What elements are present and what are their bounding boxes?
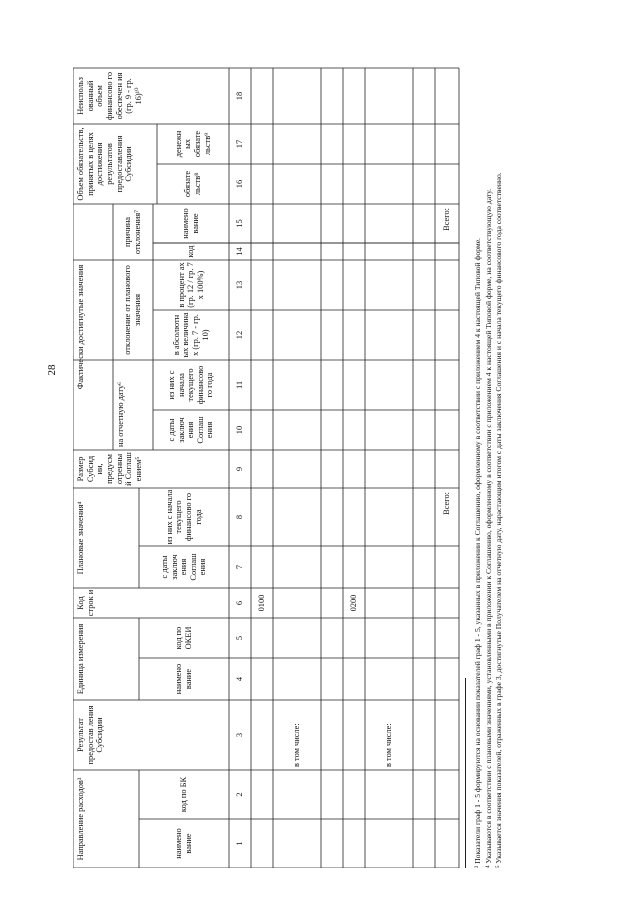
col-num-15: 15	[235, 219, 245, 228]
col-num-7: 7	[235, 564, 245, 570]
header-kod-bk: код по БК	[179, 776, 189, 813]
header-neispolzovannyi: Неиспольз ованный объем финансово го обеспечен ия (гр. 9 - гр. 16)¹⁰	[76, 71, 143, 121]
col-num-6: 6	[235, 600, 245, 606]
header-naimenovanie: наимено вание	[174, 828, 193, 859]
header-fakt-iz-nih: из них с начала текущего финансово го года	[166, 365, 215, 405]
v-tom-chisle-2: в том числе:	[384, 723, 394, 767]
header-abs: в абсолютн ых величина х (гр. 7 - гр. 10)	[171, 312, 210, 358]
header-ed-naimenovanie: наимено вание	[174, 663, 193, 695]
footnote-rule	[465, 678, 466, 868]
col-num-4: 4	[235, 676, 245, 682]
col-num-3: 3	[235, 732, 245, 738]
col-num-8: 8	[235, 514, 245, 520]
footnote-4: ⁴ Указываются в соответствии с плановыми значениями, установленными в приложении к Соглашению, оформленному в соответствии с приложением 4 к настоящей Типовой форме, на соответствующую дату.	[483, 188, 493, 868]
header-denezhnyh: денежн ых обязате льств⁹	[173, 130, 212, 158]
header-prichina: причина отклонения⁷	[123, 209, 142, 255]
col-num-9: 9	[235, 466, 245, 472]
footnote-5: ⁵ Указывается значения показателей, отраженных в графе 3, достигнутые Получателем на отчетную дату, нарастающим итогом с даты заключения Соглашения и с начала текущего финансового года соответственно.	[494, 172, 504, 868]
footnote-3: ³ Показатели граф 1 - 5 формируются на основании показателей граф 1 - 5, указанных в приложении к Соглашению, оформленному в соответствии с приложением 4 к настоящей Типовой форме.	[473, 238, 482, 868]
vsego-right: Всего:	[442, 208, 452, 231]
col-num-11: 11	[235, 380, 245, 390]
header-obyazatelstv: обязате льств⁸	[183, 170, 202, 198]
header-na-datu: на отчетную дату⁶	[116, 381, 125, 447]
header-edinica: Единица измерения	[76, 623, 85, 695]
header-plan-s-daty: с даты заключ ения Соглаш ения	[159, 553, 208, 581]
page-number: 28	[46, 364, 58, 376]
rotated-page-content	[73, 16, 628, 868]
header-kod-okei: код по ОКЕИ	[174, 626, 193, 650]
col-num-13: 13	[235, 280, 245, 290]
col-num-18: 18	[235, 91, 245, 101]
v-tom-chisle-1: в том числе:	[292, 723, 302, 767]
header-plan-iz-nih: из них с начала текущего финансово го года	[164, 489, 203, 545]
header-planovye: Плановые значения⁴	[76, 501, 85, 575]
col-num-5: 5	[235, 635, 245, 641]
header-kod-stroki: Код строк и	[76, 589, 95, 617]
header-rezultat: Результат предостав ления Субсидии	[76, 705, 105, 765]
header-fakt-s-daty: с даты заключ ения Соглаш ения	[166, 416, 215, 444]
header-otklonenie: отклонение от планового значения	[123, 265, 142, 355]
header-napravlenie: Направление расходов³	[76, 777, 85, 861]
header-proc: в процент ах (гр. 12 / гр. 7 x 100%)	[176, 262, 205, 308]
vsego-left: Всего:	[442, 492, 452, 515]
col-num-17: 17	[235, 139, 245, 149]
header-obyem: Объем обязательств, принятых в целях достижения результатов предоставления Субсидии	[76, 127, 134, 201]
footnotes	[473, 16, 505, 868]
col-num-14: 14	[235, 247, 245, 256]
header-razmer: Размер Субсид ии, предусм отренны й Соглаш ением⁵	[76, 452, 143, 486]
col-num-1: 1	[235, 841, 245, 846]
header-prichina-kod: код	[186, 245, 196, 258]
code-0200: 0200	[349, 594, 359, 612]
header-prichina-naim: наимено вание	[181, 208, 200, 239]
col-num-2: 2	[235, 792, 245, 797]
header-fakticheski: Фактически достигнутые значения	[76, 264, 85, 390]
code-0100: 0100	[257, 594, 267, 612]
col-num-10: 10	[235, 425, 245, 435]
col-num-16: 16	[235, 179, 245, 189]
col-num-12: 12	[235, 330, 245, 340]
